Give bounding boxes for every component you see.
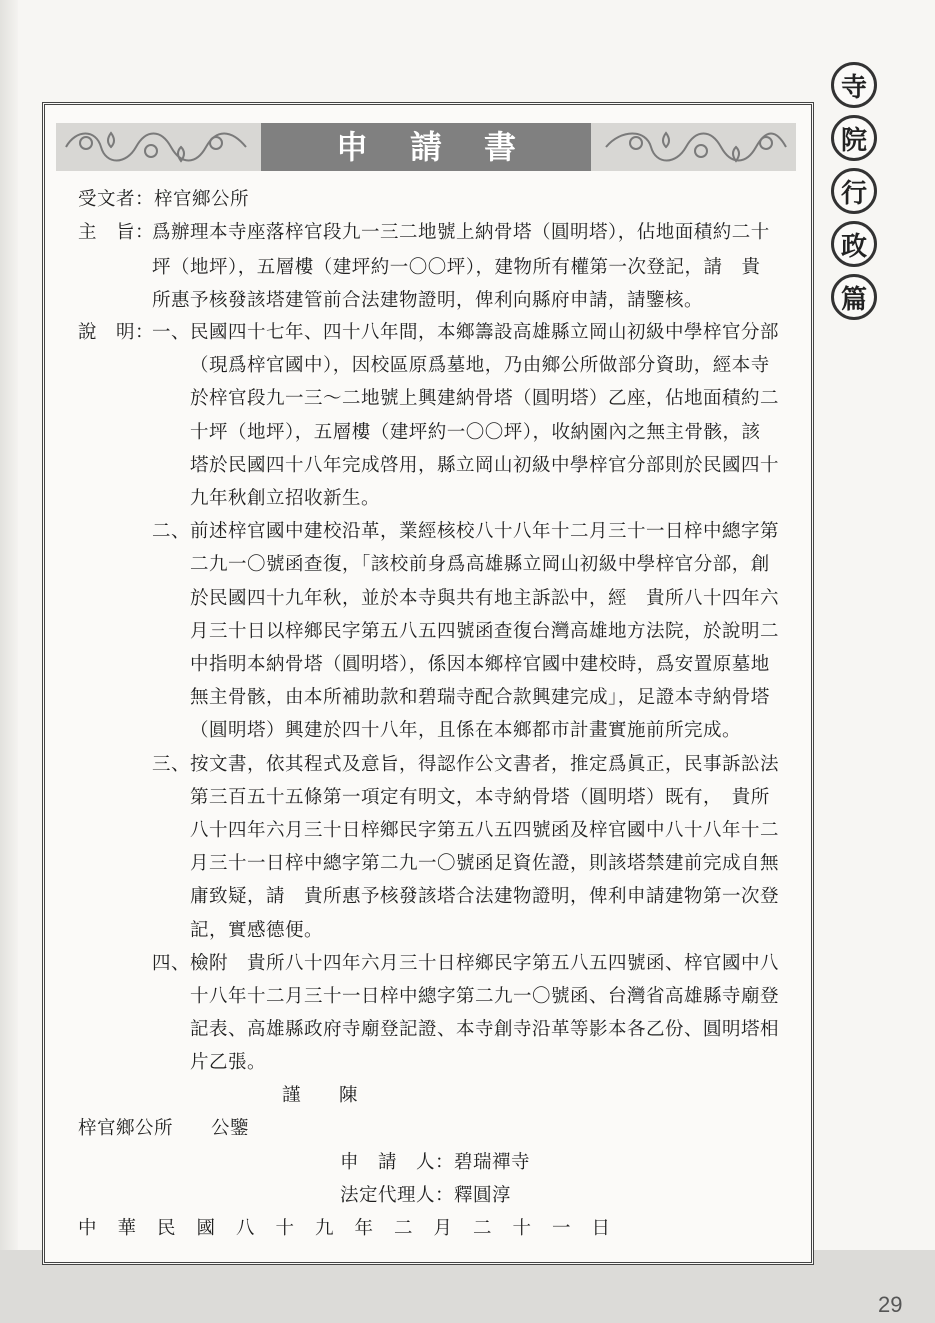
section-title-vertical — [826, 62, 882, 327]
item2-line: 二九一〇號函查復，「該校前身爲高雄縣立岡山初級中學梓官分部，創 — [190, 554, 770, 575]
item2-line: 中指明本納骨塔（圓明塔），係因本鄉梓官國中建校時，爲安置原墓地 — [190, 654, 770, 675]
subject-label: 主 旨： — [78, 222, 155, 243]
item3-line: 月三十一日梓中總字第二九一〇號函足資佐證，則該塔禁建前完成自無 — [190, 853, 780, 874]
closing-phrase: 謹 陳 — [282, 1085, 359, 1106]
item2-line: 二、前述梓官國中建校沿革，業經核校八十八年十二月三十一日梓中總字第 — [152, 521, 780, 542]
section-title-char: 行 — [831, 168, 877, 214]
item3-line: 第三百五十五條第一項定有明文，本寺納骨塔（圓明塔）既有， 貴所 — [190, 787, 770, 808]
section-title-char: 篇 — [831, 274, 877, 320]
page-number: 29 — [878, 1292, 903, 1317]
section-title-char: 院 — [831, 115, 877, 161]
item2-line: 無主骨骸，由本所補助款和碧瑞寺配合款興建完成」，足證本寺納骨塔 — [190, 687, 770, 708]
subject-line: 所惠予核發該塔建管前合法建物證明，俾利向縣府申請，請鑒核。 — [152, 290, 704, 311]
item4-line: 記表、高雄縣政府寺廟登記證、本寺創寺沿革等影本各乙份、圓明塔相 — [190, 1019, 780, 1040]
item4-line: 十八年十二月三十一日梓中總字第二九一〇號函、台灣省高雄縣寺廟登 — [190, 986, 780, 1007]
section-title-char: 政 — [831, 221, 877, 267]
floral-ornament-right-icon — [591, 123, 796, 171]
document-date: 中華民國八十九年二月二十一日 — [78, 1218, 632, 1239]
item2-line: 於民國四十九年秋，並於本寺與共有地主訴訟中，經 貴所八十四年六 — [190, 588, 780, 609]
item3-line: 庸致疑，請 貴所惠予核發該塔合法建物證明，俾利申請建物第一次登 — [190, 886, 780, 907]
page-edge-strip — [0, 0, 18, 1323]
item1-line: 十坪（地坪），五層樓（建坪約一〇〇坪），收納園內之無主骨骸，該 — [190, 422, 761, 443]
representative-line: 法定代理人：釋圓淳 — [340, 1185, 512, 1206]
item3-line: 八十四年六月三十日梓鄉民字第五八五四號函及梓官國中八十八年十二 — [190, 820, 780, 841]
item1-line: 塔於民國四十八年完成啓用，縣立岡山初級中學梓官分部則於民國四十 — [190, 455, 780, 476]
floral-ornament-left-icon — [56, 123, 261, 171]
item1-line: 一、民國四十七年、四十八年間，本鄉籌設高雄縣立岡山初級中學梓官分部 — [152, 322, 780, 343]
item1-line: （現爲梓官國中），因校區原爲墓地，乃由鄉公所做部分資助，經本寺 — [190, 355, 770, 376]
title-banner — [56, 123, 796, 171]
explanation-label: 說 明： — [78, 322, 155, 343]
item3-line: 三、按文書，依其程式及意旨，得認作公文書者，推定爲眞正，民事訴訟法 — [152, 754, 780, 775]
subject-line: 爲辦理本寺座落梓官段九一三二地號上納骨塔（圓明塔），佔地面積約二十 — [152, 222, 770, 243]
applicant-line: 申 請 人：碧瑞禪寺 — [340, 1152, 531, 1173]
item1-line: 九年秋創立招收新生。 — [190, 488, 381, 509]
addressee-line: 梓官鄉公所 公鑒 — [78, 1118, 250, 1139]
item4-line: 片乙張。 — [190, 1052, 267, 1073]
item1-line: 於梓官段九一三～二地號上興建納骨塔（圓明塔）乙座，佔地面積約二 — [190, 388, 780, 409]
subject-line: 坪（地坪），五層樓（建坪約一〇〇坪），建物所有權第一次登記，請 貴 — [152, 257, 761, 278]
item4-line: 四、檢附 貴所八十四年六月三十日梓鄉民字第五八五四號函、梓官國中八 — [152, 953, 780, 974]
item3-line: 記，實感德便。 — [190, 920, 324, 941]
item2-line: （圓明塔）興建於四十八年，且係在本鄉都市計畫實施前所完成。 — [190, 720, 742, 741]
document-title: 申請書 — [261, 123, 591, 171]
recipient-line: 受文者：梓官鄉公所 — [78, 189, 250, 210]
section-title-char: 寺 — [831, 62, 877, 108]
item2-line: 月三十日以梓鄉民字第五八五四號函查復台灣高雄地方法院，於說明二 — [190, 621, 780, 642]
